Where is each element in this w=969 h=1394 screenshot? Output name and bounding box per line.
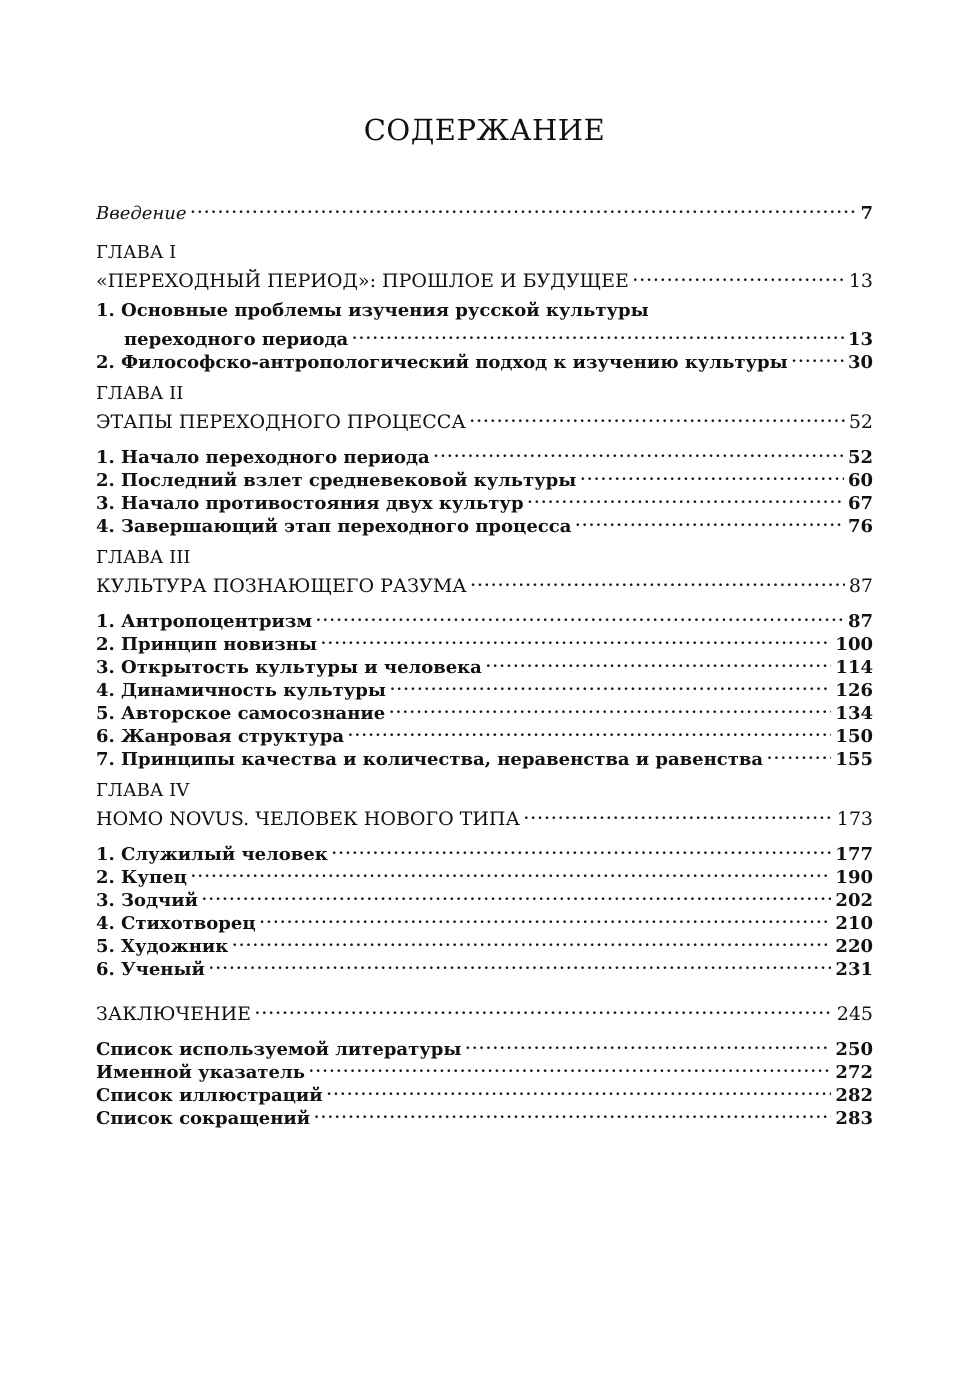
dot-leader (316, 604, 844, 627)
toc-page-number: 30 (847, 352, 873, 373)
toc-entry-label: Список иллюстраций (96, 1085, 323, 1106)
toc-entry-label: 3. Открытость культуры и человека (96, 657, 482, 678)
dot-leader (524, 802, 833, 825)
dot-leader (191, 196, 857, 219)
toc-page-number: 283 (835, 1108, 873, 1129)
chapter-title: «ПЕРЕХОДНЫЙ ПЕРИОД»: ПРОШЛОЕ И БУДУЩЕЕ (96, 270, 629, 292)
dot-leader (309, 1055, 832, 1078)
chapter-title-line (96, 802, 873, 830)
toc-page-number: 282 (835, 1085, 873, 1106)
toc-entry (96, 860, 873, 888)
dot-leader (191, 860, 832, 883)
dot-leader (332, 837, 832, 860)
toc-page-number: 100 (835, 634, 873, 655)
table-of-contents (96, 196, 873, 1129)
toc-entry-label: переходного периода (124, 329, 349, 350)
dot-leader (792, 345, 844, 368)
toc-entry-label: 2. Принцип новизны (96, 634, 318, 655)
toc-page-number: 114 (835, 657, 873, 678)
dot-leader (633, 264, 845, 287)
dot-leader (580, 463, 844, 486)
toc-page-number: 190 (835, 867, 873, 888)
dot-leader (767, 742, 831, 765)
dot-leader (321, 627, 831, 650)
dot-leader (471, 569, 845, 592)
dot-leader (434, 440, 844, 463)
page-title: СОДЕРЖАНИЕ (363, 113, 606, 147)
toc-page-number: 67 (847, 493, 873, 514)
toc-page-number: 13 (847, 329, 873, 350)
toc-entry-continuation (96, 322, 873, 350)
toc-page-number: 155 (835, 749, 873, 770)
toc-page-number: 13 (848, 270, 873, 292)
toc-entry-label: 4. Динамичность культуры (96, 680, 386, 701)
toc-page-number: 150 (835, 726, 873, 747)
toc-entry-label: 6. Ученый (96, 959, 205, 980)
toc-page-number: 220 (835, 936, 873, 957)
toc-page-number: 60 (847, 470, 873, 491)
dot-leader (389, 696, 831, 719)
chapter-title-line (96, 569, 873, 597)
toc-page-number: 210 (835, 913, 873, 934)
toc-entry-label: Именной указатель (96, 1062, 305, 1083)
toc-page-number: 245 (836, 1003, 873, 1025)
toc-entry-label: 4. Стихотворец (96, 913, 256, 934)
toc-entry-label: 2. Философско-антропологический подход к изучению культуры (96, 352, 788, 373)
toc-entry-label: 2. Купец (96, 867, 187, 888)
dot-leader (465, 1032, 831, 1055)
toc-entry-introduction (96, 196, 873, 224)
chapter-label: ГЛАВА IV (96, 780, 190, 801)
toc-entry-label: 2. Последний взлет средневековой культуры (96, 470, 577, 491)
toc-page-number: 231 (835, 959, 873, 980)
chapter-label: ГЛАВА I (96, 242, 177, 263)
chapter-title-line (96, 264, 873, 292)
toc-page-number: 87 (847, 611, 873, 632)
toc-page-number: 126 (835, 680, 873, 701)
dot-leader (575, 509, 844, 532)
chapter-title: ЭТАПЫ ПЕРЕХОДНОГО ПРОЦЕССА (96, 411, 466, 433)
toc-entry-label: 1. Начало переходного периода (96, 447, 430, 468)
toc-entry-conclusion (96, 997, 873, 1025)
toc-entry-label: 6. Жанровая структура (96, 726, 344, 747)
dot-leader (348, 719, 831, 742)
toc-page-number: 52 (847, 447, 873, 468)
toc-entry-label: 3. Начало противостояния двух культур (96, 493, 524, 514)
dot-leader (260, 906, 832, 929)
toc-entry (96, 837, 873, 865)
toc-page-number: 52 (848, 411, 873, 433)
dot-leader (314, 1101, 831, 1124)
toc-entry-label: 5. Авторское самосознание (96, 703, 386, 724)
dot-leader (209, 952, 832, 975)
toc-entry-label: 1. Антропоцентризм (96, 611, 312, 632)
dot-leader (255, 997, 833, 1020)
chapter-title: КУЛЬТУРА ПОЗНАЮЩЕГО РАЗУМА (96, 575, 467, 597)
dot-leader (202, 883, 832, 906)
toc-entry-label: 1. Основные проблемы изучения русской культуры (96, 300, 649, 321)
toc-entry-label: 7. Принципы качества и количества, неравенства и равенства (96, 749, 764, 770)
toc-page-number: 7 (860, 203, 873, 224)
toc-page-number: 76 (847, 516, 873, 537)
chapter-label: ГЛАВА III (96, 547, 191, 568)
toc-page-number: 134 (835, 703, 873, 724)
chapter-label: ГЛАВА II (96, 383, 184, 404)
toc-entry-appendix (96, 1032, 873, 1060)
toc-entry (96, 906, 873, 934)
toc-page-number: 87 (848, 575, 873, 597)
toc-entry (96, 604, 873, 632)
toc-entry-label: Введение (96, 203, 187, 224)
toc-page-number: 202 (835, 890, 873, 911)
toc-page-number: 250 (835, 1039, 873, 1060)
toc-entry (96, 299, 873, 322)
chapter-title-line (96, 405, 873, 433)
toc-entry-label: 3. Зодчий (96, 890, 198, 911)
dot-leader (528, 486, 844, 509)
toc-page-number: 272 (835, 1062, 873, 1083)
toc-entry-label: 1. Служилый человек (96, 844, 328, 865)
dot-leader (470, 405, 845, 428)
toc-page-number: 177 (835, 844, 873, 865)
toc-entry-label: 5. Художник (96, 936, 229, 957)
toc-entry-label: Список используемой литературы (96, 1039, 462, 1060)
toc-page-number: 173 (836, 808, 873, 830)
toc-entry-label: 4. Завершающий этап переходного процесса (96, 516, 572, 537)
toc-entry (96, 952, 873, 980)
dot-leader (486, 650, 832, 673)
dot-leader (327, 1078, 832, 1101)
chapter-title: HOMO NOVUS. ЧЕЛОВЕК НОВОГО ТИПА (96, 808, 520, 830)
toc-entry-label: ЗАКЛЮЧЕНИЕ (96, 1003, 252, 1025)
dot-leader (352, 322, 844, 345)
toc-entry-label: Список сокращений (96, 1108, 311, 1129)
toc-entry (96, 440, 873, 468)
toc-entry (96, 883, 873, 911)
dot-leader (232, 929, 831, 952)
dot-leader (390, 673, 831, 696)
